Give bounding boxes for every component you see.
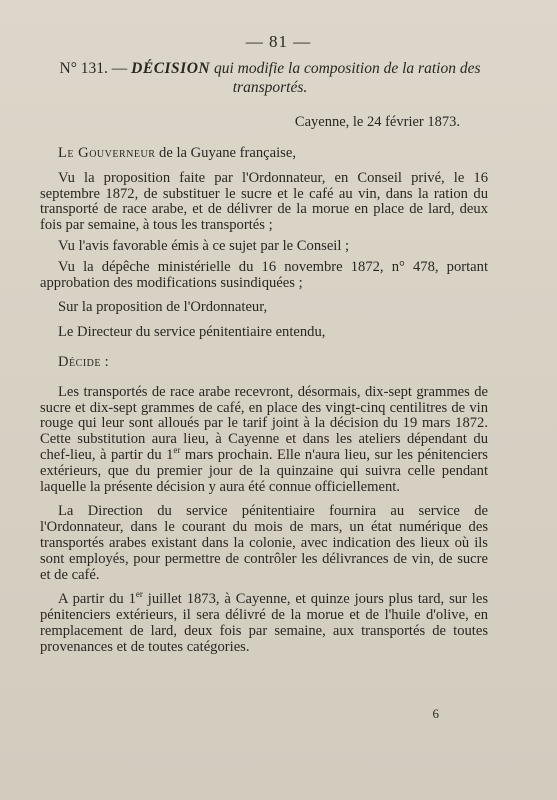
decision-title xyxy=(40,59,500,97)
paragraph-article-2: La Direction du service pénitentiaire fournira au service de l'Ordonnateur, dans le courant du mois de mars, un état numérique des transportés arabes existant dans la colonie, avec indication des lieux où ils sont employés, pour permettre de contrôler les délivrances de vin, de sucre et de café. xyxy=(40,503,488,583)
decide-label: Décide xyxy=(58,353,101,370)
paragraph-article-1 xyxy=(40,385,488,496)
paragraph-directeur: Le Directeur du service pénitentiaire entendu, xyxy=(58,324,326,341)
paragraph-vu-proposition: Vu la proposition faite par l'Ordonnateur, en Conseil privé, le 16 septembre 1872, de substituer le sucre et le café au vin, dans la ration du transporté de race arabe, et de délivrer de la morue en place de lard, deux fois par semaine, à tous les transportés ; xyxy=(40,169,488,234)
article-3-part-a: A partir du 1 xyxy=(58,591,136,608)
article-1-sup: er xyxy=(173,445,181,456)
decide-colon: : xyxy=(100,353,109,370)
paragraph-vu-depeche: Vu la dépêche ministérielle du 16 novembre 1872, n° 478, portant approbation des modifications susindiquées ; xyxy=(40,258,488,291)
article-3-sup: er xyxy=(135,589,143,600)
paragraph-decide xyxy=(40,355,488,371)
place-date: Cayenne, le 24 février 1873. xyxy=(294,114,460,130)
paragraph-article-3 xyxy=(40,589,488,655)
title-keyword: DÉCISION xyxy=(131,60,211,77)
title-rest: qui modifie la composition de la ration des transportés. xyxy=(210,60,481,96)
governor-rest: de la Guyane française, xyxy=(155,145,296,161)
document-body xyxy=(40,146,488,656)
title-number: N° 131. — xyxy=(59,60,128,77)
sheet-mark: 6 xyxy=(432,706,439,721)
article-1-part-b: mars prochain. Elle n'aura lieu, sur les pénitenciers extérieurs, que du premier jour de la quinzaine qui suivra celle pendant laquelle la présente décision y aura été connue officiellement. xyxy=(40,446,488,495)
page-number: — 81 — xyxy=(245,32,312,51)
paragraph-governor xyxy=(40,146,488,162)
paragraph-sur-proposition: Sur la proposition de l'Ordonnateur, xyxy=(58,299,268,316)
article-1-part-a: Les transportés de race arabe recevront, désormais, dix-sept grammes de sucre et dix-sept grammes de café, en place des vingt-cinq centilitres de vin rouge qui leur sont alloués par le tarif joint à la décision du 19 mars 1872. Cette substitution aura lieu, à Cayenne et dans les ateliers dépendant du chef-lieu, à partir du 1 xyxy=(40,383,488,463)
paragraph-vu-avis: Vu l'avis favorable émis à ce sujet par le Conseil ; xyxy=(58,237,350,254)
governor-label: Le Gouverneur xyxy=(58,145,156,161)
article-3-part-b: juillet 1873, à Cayenne, et quinze jours plus tard, sur les pénitenciers extérieurs, il sera délivré de la morue et de l'huile d'olive, en remplacement de lard, deux fois par semaine, aux transportés de toutes provenances et de toutes catégories. xyxy=(40,591,488,655)
